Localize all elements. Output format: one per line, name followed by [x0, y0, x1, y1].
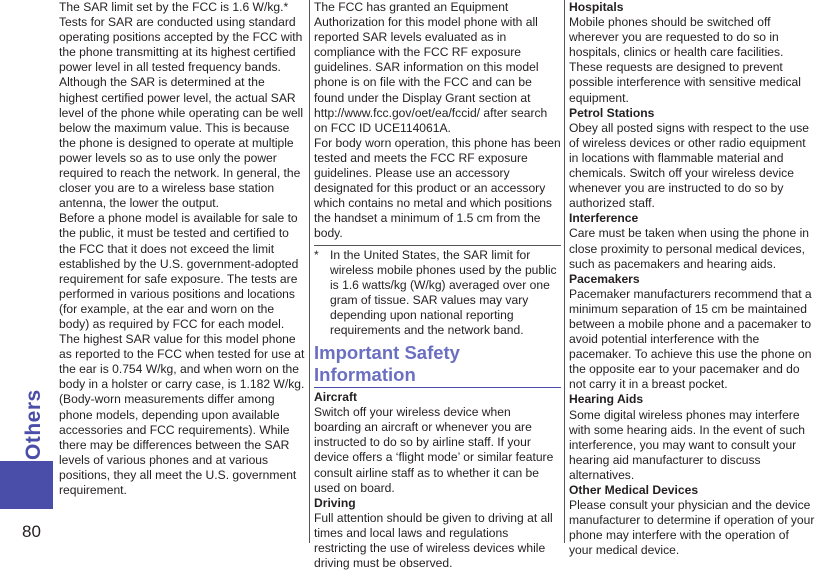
hearing-aids-heading: Hearing Aids: [569, 392, 644, 407]
body-worn-paragraph: For body worn operation, this phone has been tested and meets the FCC RF exposure guidelines. Please use an accessory designated for this product or an accessory which contains no metal and which positions the handset a minimum of 1.5 cm from the body.: [314, 135, 561, 241]
section-side-tab: [0, 0, 53, 543]
driving-heading: Driving: [314, 495, 356, 510]
equipment-authorization-paragraph: The FCC has granted an Equipment Authorization for this model phone with all reported SAR levels evaluated as in compliance with the FCC RF exposure guidelines. SAR information on this model phone is on file with the FCC and can be found under the Display Grant section at http://www.fcc.gov/oet/ea/fccid/ after search on FCC ID UCE114061A.: [314, 0, 548, 135]
footnote-mark: *: [314, 247, 319, 262]
hospitals-text: Mobile phones should be switched off wherever you are requested to do so in hospitals, clinics or health care facilities. These requests are designed to prevent possible interference with sensitive medical equipment.: [569, 15, 801, 105]
page-number: 80: [22, 522, 41, 541]
aircraft-text: Switch off your wireless device when boarding an aircraft or whenever you are instructed to do so by airline staff. If your device offers a ‘flight mode’ or similar feature consult airline staff as to whether it can be used on board.: [314, 405, 554, 495]
driving-text: Full attention should be given to driving at all times and local laws and regulations restricting the use of wireless devices while driving must be observed.: [314, 510, 553, 571]
hearing-aids-text: Some digital wireless phones may interfere with some hearing aids. In the event of such interference, you may want to consult your hearing aid manufacturer to discuss alternatives.: [569, 407, 805, 482]
aircraft-heading: Aircraft: [314, 390, 358, 405]
pacemakers-heading: Pacemakers: [569, 271, 640, 286]
petrol-stations-text: Obey all posted signs with respect to the use of wireless devices or other radio equipment in locations with flammable material and chemicals. Switch off your wireless device whenever you are instructed to do so by authorized staff.: [569, 120, 809, 211]
other-medical-devices-text: Please consult your physician and the device manufacturer to determine if operation of your phone may interfere with the operation of your medical device.: [569, 498, 815, 558]
footnote-rule: [314, 245, 561, 246]
interference-text: Care must be taken when using the phone in close proximity to personal medical devices, such as pacemakers and hearing aids.: [569, 226, 810, 271]
text-column-3: [569, 0, 815, 558]
petrol-stations-heading: Petrol Stations: [569, 105, 655, 120]
section-label: Others: [22, 389, 45, 460]
interference-heading: Interference: [569, 211, 639, 226]
column-divider-2: [564, 0, 565, 543]
hospitals-heading: Hospitals: [569, 0, 624, 14]
footnote-text: In the United States, the SAR limit for wireless mobile phones used by the public is 1.6 watts/kg (W/kg) averaged over one gram of tissue. SAR values may vary depending upon national reporting requirements and the network band.: [330, 247, 557, 337]
pacemakers-text: Pacemaker manufacturers recommend that a minimum separation of 15 cm be maintained between a mobile phone and a pacemaker to avoid potential interference with the pacemaker. To achieve this use the phone on the opposite ear to your pacemaker and do not carry it in a breast pocket.: [569, 286, 812, 392]
column-divider-1: [309, 0, 310, 543]
text-column-1: [59, 0, 306, 543]
certification-paragraph: Before a phone model is available for sale to the public, it must be tested and certified to the FCC that it does not exceed the limit established by the U.S. government-adopted requirement for safe exposure. The tests are performed in various positions and locations (for example, at the ear and worn on the body) as required by FCC for each model. The highest SAR value for this model phone as reported to the FCC when tested for use at the ear is 0.754 W/kg, and when worn on the body in a holster or carry case, is 1.182 W/kg. (Body-worn measurements differ among phone models, depending upon available accessories and FCC requirements). While there may be differences between the SAR levels of various phones and at various positions, they all meet the U.S. government requirement.: [59, 211, 305, 497]
safety-section-heading: Important Safety Information: [314, 342, 561, 388]
sar-limit-paragraph: The SAR limit set by the FCC is 1.6 W/kg.* Tests for SAR are conducted using standard operating positions accepted by the FCC with the phone transmitting at its highest certified power level in all tested frequency bands. Although the SAR is determined at the highest certified power level, the actual SAR level of the phone while operating can be well below the maximum value. This is because the phone is designed to operate at multiple power levels so as to use only the power required to reach the network. In general, the closer you are to a wireless base station antenna, the lower the output.: [59, 0, 304, 211]
text-column-2: [314, 0, 561, 571]
section-color-block: [0, 461, 53, 509]
footnote: [314, 248, 561, 339]
other-medical-devices-heading: Other Medical Devices: [569, 483, 699, 497]
